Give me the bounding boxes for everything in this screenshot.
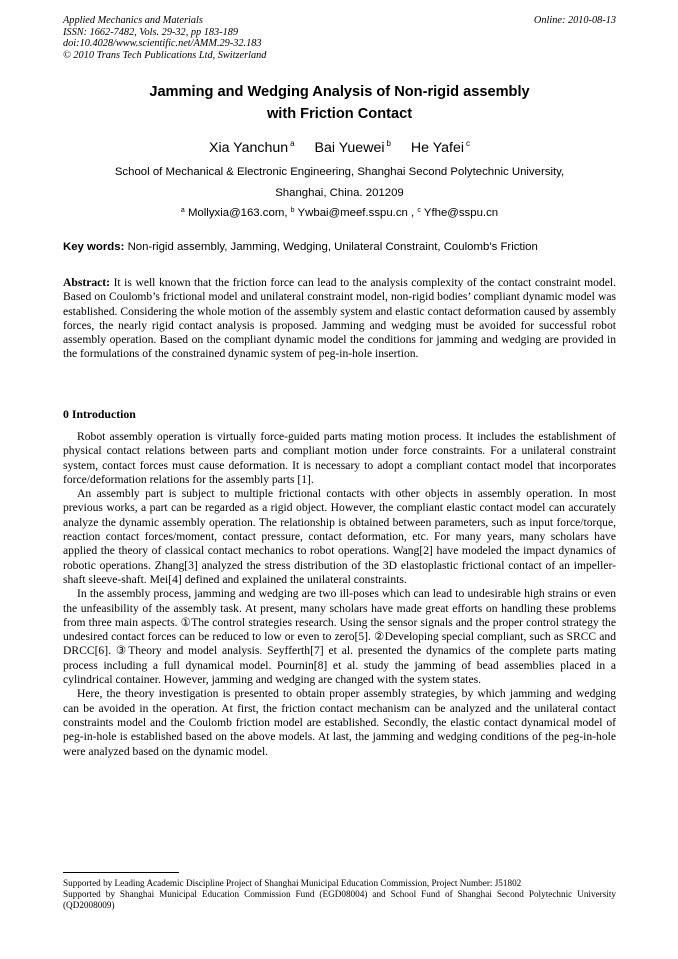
author-sup: b xyxy=(386,139,391,148)
author-3 xyxy=(411,140,470,156)
email-list xyxy=(63,203,616,221)
author-1 xyxy=(209,140,295,156)
paper-title xyxy=(63,81,616,125)
email-sup: a xyxy=(180,207,185,214)
author-name: Bai Yuewei xyxy=(314,140,385,156)
keywords-text: Non-rigid assembly, Jamming, Wedging, Unilateral Constraint, Coulomb’s Friction xyxy=(127,241,538,253)
section-heading: 0 Introduction xyxy=(63,407,136,421)
footnote-rule xyxy=(63,872,179,873)
email-sup: b xyxy=(290,207,295,214)
affiliation xyxy=(63,162,616,204)
keywords-label: Key words: xyxy=(63,241,125,253)
author-name: He Yafei xyxy=(410,140,465,156)
journal-issn: ISSN: 1662-7482, Vols. 29-32, pp 183-189 xyxy=(63,26,239,38)
keywords xyxy=(63,240,616,254)
abstract-label: Abstract: xyxy=(63,276,111,289)
body-paragraph: Robot assembly operation is virtually force-guided parts mating motion process. It includes the establishment of physical contact relations between parts and compliant motion under force constraints. For a unilateral constraint system, contact forces must cause deformation. It is necessary to adopt a compliant contact model that incorporates force/deformation relations for the assembly parts [1]. xyxy=(63,430,616,486)
journal-copyright: © 2010 Trans Tech Publications Ltd, Switzerland xyxy=(63,49,267,61)
affiliation-line-1: School of Mechanical & Electronic Engineering, Shanghai Second Polytechnic University, xyxy=(114,166,565,178)
abstract-text: It is well known that the friction force can lead to the analysis complexity of the contact constraint model. Based on Coulomb’s frictional model and unilateral constraint model, non-rigid bodies’ compliant dynamic model was established. Considering the whole motion of the assembly system and elastic contact deformation caused by assembly forces, the nearly rigid contact analysis is proposed. Jamming and wedging must be avoided for successful robot assembly operation. Based on the compliant dynamic model the conditions for jamming and wedging are provided in the formulations of the constrained dynamic system of peg-in-hole insertion. xyxy=(63,276,616,361)
online-date: Online: 2010-08-13 xyxy=(533,15,616,26)
body-paragraph: An assembly part is subject to multiple frictional contacts with other objects in assembly operation. In most previous works, a part can be regarded as a rigid object. However, the compliant elastic contact model can accurately analyze the dynamic assembly operation. The relationship is obtained between parameters, such as input force/torque, reaction contact forces/moment, contact pressure, contact deformation, etc. For many years, many scholars have applied the theory of classical contact mechanics to robot operations. Wang[2] have modeled the impact dynamics of robotic operations. Zhang[3] analyzed the stress distribution of the 3D elastoplastic frictional contact of an impeller-shaft sleeve-shaft. Mei[4] defined and explained the unilateral constraints. xyxy=(63,487,616,586)
email-sup: c xyxy=(417,207,421,214)
author-sup: a xyxy=(290,139,295,148)
affiliation-line-2: Shanghai, China. 201209 xyxy=(275,187,404,199)
author-2 xyxy=(315,140,391,156)
footnotes xyxy=(63,878,616,911)
body-paragraph: Here, the theory investigation is presented to obtain proper assembly strategies, by which jamming and wedging can be avoided in the operation. At first, the friction contact mechanism can be analyzed and the unilateral contact constraints model and the Coulomb friction model are established. Secondly, the elastic contact dynamical model of peg-in-hole is established based on the above models. At last, the jamming and wedging conditions of the peg-in-hole were analyzed based on the dynamic model. xyxy=(63,687,616,758)
footnote: Supported by Shanghai Municipal Education Commission Fund (EGD08004) and School Fund of Shanghai Second Polytechnic University (QD2008009) xyxy=(63,889,616,910)
body-paragraph: In the assembly process, jamming and wedging are two ill-poses which can lead to undesirable high strains or even the unfeasibility of the assembly task. At present, many scholars have made great efforts on handling these problems from three main aspects. ①The control strategies research. Using the sensor signals and the proper control strategy the undesired contact forces can be reduced to low or even to zero[5]. ②Developing special compliant, such as SRCC and DRCC[6]. ③Theory and model analysis. Seyfferth[7] et al. presented the dynamics of the complete parts mating process including a full dynamical model. Pournin[8] et al. study the jamming of bead assemblies placed in a cylindrical container. However, jamming and wedging are changed with the system states. xyxy=(63,587,616,687)
journal-doi: doi:10.4028/www.scientific.net/AMM.29-32.183 xyxy=(63,38,262,50)
author-list xyxy=(63,135,616,157)
abstract xyxy=(63,276,616,362)
title-line-1: Jamming and Wedging Analysis of Non-rigid assembly xyxy=(149,84,530,100)
section-body xyxy=(63,430,616,759)
email-address[interactable]: Yfhe@sspu.cn xyxy=(423,207,499,219)
journal-header xyxy=(63,15,616,61)
author-sup: c xyxy=(466,139,471,148)
title-line-2: with Friction Contact xyxy=(266,106,413,122)
journal-name: Applied Mechanics and Materials xyxy=(63,15,203,26)
footnote: Supported by Leading Academic Discipline Project of Shanghai Municipal Education Commission, Project Number: J51802 xyxy=(63,878,522,888)
email-address[interactable]: Mollyxia@163.com, xyxy=(187,207,288,219)
author-name: Xia Yanchun xyxy=(208,140,289,156)
email-address[interactable]: Ywbai@meef.sspu.cn , xyxy=(297,207,415,219)
